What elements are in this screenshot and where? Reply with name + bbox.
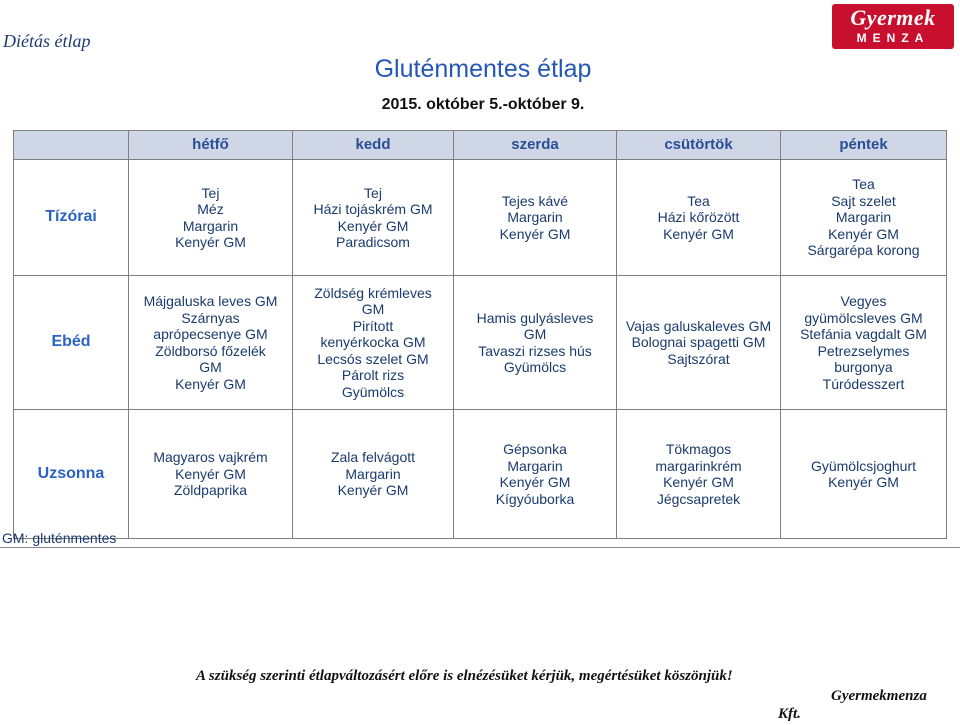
menu-item: Kenyér GM <box>175 465 246 482</box>
menu-item: Sajt szelet <box>831 192 896 209</box>
menu-item: Tea <box>687 192 710 209</box>
menu-item: Túródesszert <box>822 375 905 392</box>
day-header: szerda <box>454 131 617 160</box>
menu-cell <box>454 276 617 410</box>
menu-item: Tökmagos <box>665 441 732 457</box>
menu-item: Gyümölcsjoghurt <box>810 457 917 474</box>
menu-item: Májgaluska leves GM <box>143 293 278 309</box>
menu-item: Tejes kávé <box>501 192 569 209</box>
menu-item: Kenyér GM <box>499 474 571 490</box>
menu-item: Kenyér GM <box>663 474 734 490</box>
menu-item: gyümölcsleves GM <box>804 309 923 326</box>
menu-item: Tavaszi rizses hús <box>478 342 592 359</box>
menu-item: Sárgarépa korong <box>807 242 920 259</box>
menu-item: Tej <box>201 184 220 201</box>
menu-item: Vajas galuskaleves GM <box>625 317 772 334</box>
menu-item: Magyaros vajkrém <box>153 449 268 466</box>
menu-item: GM <box>199 359 222 375</box>
menu-item: Párolt rizs <box>341 367 405 384</box>
menu-item: Gyümölcs <box>503 359 567 375</box>
date-range: 2015. október 5.-október 9. <box>381 96 585 113</box>
meal-label: Tízórai <box>14 160 129 276</box>
menu-item: GM <box>361 301 385 318</box>
menu-item: Bolognai spagetti GM <box>631 334 766 351</box>
menu-cell <box>781 160 947 276</box>
menu-item: Gépsonka <box>503 441 567 457</box>
gyermek-menza-logo <box>832 4 954 49</box>
gm-legend: GM: gluténmentes <box>2 530 117 546</box>
meal-row <box>14 410 947 539</box>
divider <box>0 547 960 548</box>
page-title: Gluténmentes étlap <box>374 55 592 83</box>
menu-item: Tej <box>364 184 382 201</box>
menu-item: Jégcsapretek <box>656 490 741 507</box>
menu-item: Kígyóuborka <box>495 490 575 507</box>
menu-item: Kenyér GM <box>828 474 899 490</box>
corner-cell <box>14 131 129 160</box>
day-header: péntek <box>781 131 947 160</box>
diet-menu-label: Diétás étlap <box>3 31 91 51</box>
menu-item: Kenyér GM <box>337 482 409 499</box>
menu-item: Margarin <box>507 209 563 226</box>
menu-item: Zala felvágott <box>330 449 416 466</box>
menu-item: Kenyér GM <box>337 217 409 234</box>
day-header: kedd <box>293 131 454 160</box>
menu-item: Méz <box>197 201 224 217</box>
meal-label: Ebéd <box>14 276 129 410</box>
menu-item: Zöldpaprika <box>173 482 248 499</box>
menu-item: Vegyes <box>840 293 887 309</box>
menu-cell <box>617 160 781 276</box>
menu-cell <box>781 410 947 539</box>
menu-item: Tea <box>852 176 875 193</box>
menu-cell <box>293 410 454 539</box>
menu-item: Kenyér GM <box>499 225 571 242</box>
menu-item: Szárnyas <box>181 309 240 326</box>
meal-label: Uzsonna <box>14 410 129 539</box>
menu-cell <box>129 160 293 276</box>
menu-item: Margarin <box>835 209 892 226</box>
menu-item: aprópecsenye GM <box>153 326 268 342</box>
footer-notice: A szükség szerinti étlapváltozásért előre is elnézésüket kérjük, megértésüket köszönjük! <box>196 668 733 684</box>
menu-item: Gyümölcs <box>341 383 405 400</box>
menu-cell <box>129 410 293 539</box>
weekly-menu-table <box>13 130 947 539</box>
menu-item: Házi kőrözött <box>657 209 740 226</box>
menu-cell <box>293 160 454 276</box>
menu-item: margarinkrém <box>655 457 742 474</box>
menu-cell <box>293 276 454 410</box>
menu-item: Kenyér GM <box>663 225 734 242</box>
company-suffix: Kft. <box>778 706 801 722</box>
signature: Gyermekmenza <box>831 688 927 704</box>
menu-cell <box>454 160 617 276</box>
logo-text-top: Gyermek <box>850 5 936 30</box>
menu-item: Stefánia vagdalt GM <box>800 326 927 342</box>
day-header: csütörtök <box>617 131 781 160</box>
menu-item: Lecsós szelet GM <box>317 350 429 367</box>
menu-item: Margarin <box>182 217 239 234</box>
menu-cell <box>454 410 617 539</box>
menu-item: Pirított <box>352 317 394 334</box>
logo-text-bottom: MENZA <box>856 31 930 45</box>
menu-item: Margarin <box>345 465 401 482</box>
day-header-row <box>14 131 947 160</box>
menu-item: Sajtszórat <box>667 350 730 367</box>
day-header: hétfő <box>129 131 293 160</box>
menu-item: Kenyér GM <box>175 234 246 250</box>
meal-row <box>14 276 947 410</box>
menu-item: Petrezselymes <box>817 342 910 359</box>
menu-item: Házi tojáskrém GM <box>313 201 433 217</box>
menu-cell <box>781 276 947 410</box>
menu-item: kenyérkocka GM <box>320 334 426 351</box>
meal-row <box>14 160 947 276</box>
menu-cell <box>617 276 781 410</box>
menu-item: Hamis gulyásleves <box>476 309 594 326</box>
menu-item: Paradicsom <box>336 234 410 250</box>
menu-item: burgonya <box>834 359 893 375</box>
menu-cell <box>129 276 293 410</box>
menu-item: Kenyér GM <box>175 375 246 392</box>
menu-cell <box>617 410 781 539</box>
menu-item: Kenyér GM <box>828 225 899 242</box>
menu-item: Zöldség krémleves <box>314 284 432 301</box>
menu-item: Zöldborsó főzelék <box>155 342 266 359</box>
menu-item: GM <box>523 326 547 342</box>
menu-item: Margarin <box>507 457 563 474</box>
